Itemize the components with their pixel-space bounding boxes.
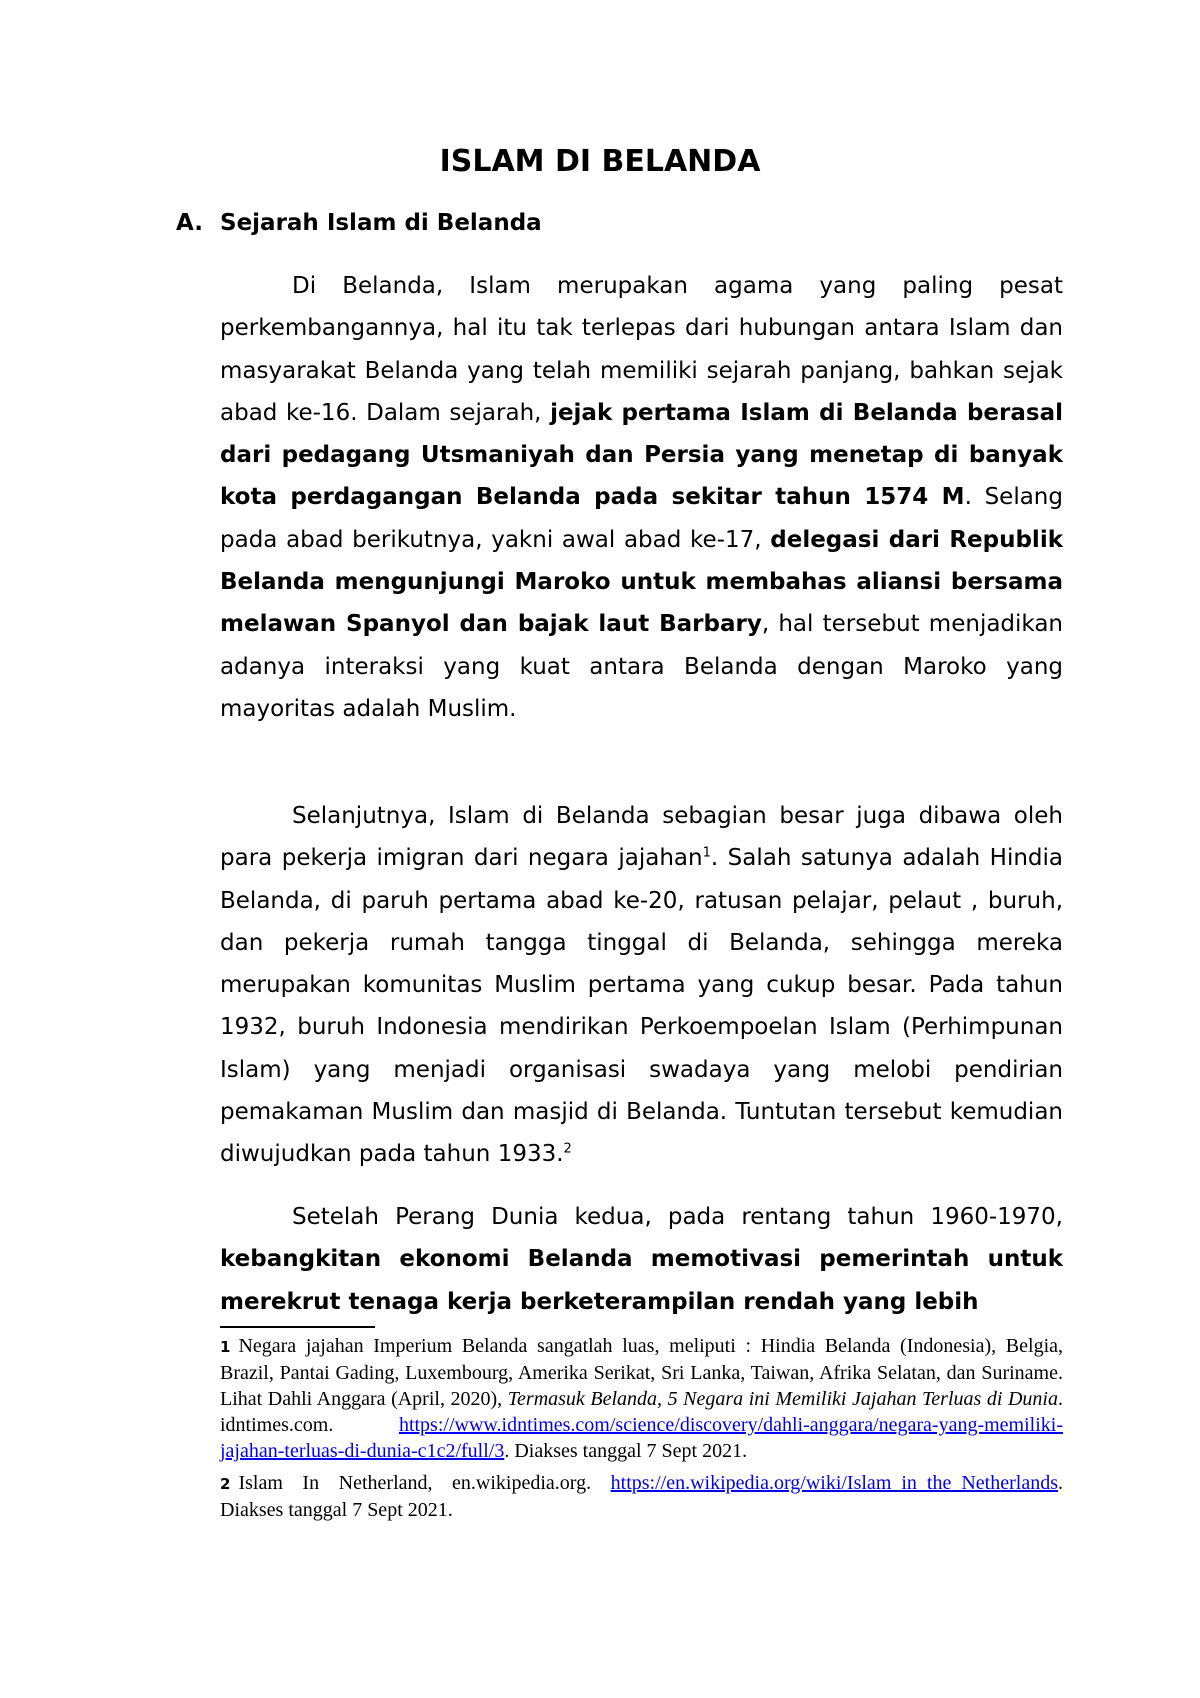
document-title: ISLAM DI BELANDA [439,144,761,179]
paragraph-1-text-2: . Selang pada abad berikutnya, yakni awal abad ke-17, [220,484,1063,553]
footnote-number: 1 [220,1338,231,1356]
footnote-link[interactable]: https://en.wikipedia.org/wiki/Islam_in_the_Netherlands [610,1472,1058,1494]
section-heading [176,208,542,238]
footnote-ref-1[interactable]: 1 [702,845,711,861]
footnote-text: Negara jajahan Imperium Belanda sangatlah luas, meliputi : Hindia Belanda (Indonesia), Belgia, Brazil, Pantai Gading, Luxembourg, Amerika Serikat, Sri Lanka, Taiwan, Afrika Selatan, dan Suriname. Lihat Dahli Anggara (April, 2020), [220,1335,1063,1410]
paragraph-2-text-2: . Salah satunya adalah Hindia Belanda, di paruh pertama abad ke-20, ratusan pelajar, pelaut , buruh, dan pekerja rumah tangga tinggal di Belanda, sehingga mereka merupakan komunitas Muslim pertama yang cukup besar. Pada tahun 1932, buruh Indonesia mendirikan Perkoempoelan Islam (Perhimpunan Islam) yang menjadi organisasi swadaya yang melobi pendirian pemakaman Muslim dan masjid di Belanda. Tuntutan tersebut kemudian diwujudkan pada tahun 1933. [220,845,1064,1168]
footnote-article-title: Termasuk Belanda, 5 Negara ini Memiliki Jajahan Terluas di Dunia [507,1388,1058,1410]
footnote-1 [220,1333,1063,1464]
footnote-ref-2[interactable]: 2 [563,1141,572,1157]
paragraph-2 [220,795,1063,1176]
footnotes [220,1333,1063,1529]
footnote-separator [220,1326,375,1328]
paragraph-1-bold-1: jejak pertama Islam di Belanda berasal dari pedagang Utsmaniyah dan Persia yang menetap di banyak kota perdagangan Belanda pada sekitar tahun 1574 M [220,399,1063,511]
paragraph-1-bold-2: delegasi dari Republik Belanda mengunjungi Maroko untuk membahas aliansi bersama melawan Spanyol dan bajak laut Barbary [220,526,1063,638]
footnote-text: . idntimes.com. [220,1388,1063,1436]
footnote-number: 2 [220,1475,231,1493]
paragraph-1 [220,265,1063,730]
paragraph-1-text-1: Di Belanda, Islam merupakan agama yang paling pesat perkembangannya, hal itu tak terlepas dari hubungan antara Islam dan masyarakat Belanda yang telah memiliki sejarah panjang, bahkan sejak abad ke-16. Dalam sejarah, [220,273,1063,426]
footnote-text: . Diakses tanggal 7 Sept 2021. [504,1440,748,1462]
section-marker: A. [176,210,203,236]
footnote-text: Islam In Netherland, en.wikipedia.org. [238,1472,611,1494]
paragraph-2-text-1: Selanjutnya, Islam di Belanda sebagian besar juga dibawa oleh para pekerja imigran dari negara jajahan [220,803,1063,872]
paragraph-3 [220,1196,1063,1323]
paragraph-1-text-3: , hal tersebut menjadikan adanya interaksi yang kuat antara Belanda dengan Maroko yang mayoritas adalah Muslim. [220,611,1064,722]
footnote-link[interactable]: https://www.idntimes.com/science/discovery/dahli-anggara/negara-yang-memiliki-jajahan-terluas-di-dunia-c1c2/full/3 [220,1414,1063,1462]
footnote-2 [220,1470,1063,1523]
paragraph-3-text-1: Setelah Perang Dunia kedua, pada rentang tahun 1960-1970, [292,1204,1063,1230]
footnote-text: . Diakses tanggal 7 Sept 2021. [220,1472,1063,1521]
section-heading-text: Sejarah Islam di Belanda [220,210,542,236]
paragraph-3-bold-1: kebangkitan ekonomi Belanda memotivasi pemerintah untuk merekrut tenaga kerja berketerampilan rendah yang lebih [220,1246,1063,1315]
